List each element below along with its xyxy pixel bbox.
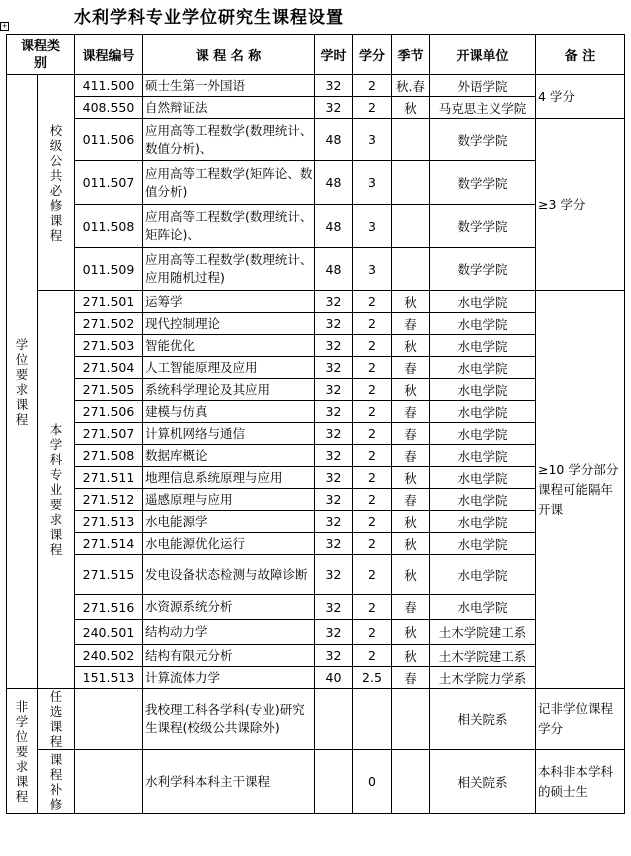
course-name: 数据库概论	[143, 445, 315, 467]
course-credits: 0	[353, 750, 392, 814]
table-row	[7, 750, 625, 814]
course-season: 秋	[392, 467, 430, 489]
table-row	[7, 423, 625, 445]
course-name: 发电设备状态检测与故障诊断	[143, 555, 315, 595]
course-code: 011.508	[75, 205, 143, 248]
course-hours: 32	[315, 489, 353, 511]
course-season	[392, 750, 430, 814]
table-row	[7, 689, 625, 750]
course-code: 271.506	[75, 401, 143, 423]
course-hours: 32	[315, 423, 353, 445]
course-table	[6, 34, 625, 814]
header-season: 季节	[392, 35, 430, 75]
course-code: 011.509	[75, 248, 143, 291]
course-unit: 数学学院	[430, 161, 536, 205]
group-non-degree: 非学位要求课程	[7, 689, 38, 814]
course-credits: 2	[353, 533, 392, 555]
course-unit: 水电学院	[430, 291, 536, 313]
course-name: 水电能源优化运行	[143, 533, 315, 555]
course-season: 秋	[392, 555, 430, 595]
course-code: 271.515	[75, 555, 143, 595]
course-unit: 土木学院建工系	[430, 645, 536, 667]
course-credits: 3	[353, 119, 392, 161]
course-unit: 水电学院	[430, 489, 536, 511]
course-hours: 48	[315, 248, 353, 291]
course-season	[392, 689, 430, 750]
header-code: 课程编号	[75, 35, 143, 75]
group-elective: 任选课程	[38, 689, 75, 750]
course-name: 结构动力学	[143, 620, 315, 645]
course-season: 秋	[392, 97, 430, 119]
course-credits: 2	[353, 645, 392, 667]
course-credits: 2	[353, 620, 392, 645]
table-row	[7, 335, 625, 357]
course-name: 计算机网络与通信	[143, 423, 315, 445]
course-season	[392, 248, 430, 291]
course-hours: 48	[315, 161, 353, 205]
table-row	[7, 445, 625, 467]
course-credits: 3	[353, 248, 392, 291]
course-unit: 水电学院	[430, 379, 536, 401]
course-credits: 2	[353, 467, 392, 489]
course-credits: 2	[353, 97, 392, 119]
table-row	[7, 620, 625, 645]
course-unit: 水电学院	[430, 595, 536, 620]
table-row	[7, 248, 625, 291]
course-season: 春	[392, 489, 430, 511]
course-season: 春	[392, 445, 430, 467]
course-credits: 2	[353, 313, 392, 335]
course-unit: 土木学院建工系	[430, 620, 536, 645]
course-credits: 2	[353, 445, 392, 467]
course-unit: 马克思主义学院	[430, 97, 536, 119]
table-row	[7, 75, 625, 97]
course-credits: 2.5	[353, 667, 392, 689]
course-credits: 2	[353, 555, 392, 595]
course-code: 240.501	[75, 620, 143, 645]
course-hours: 32	[315, 511, 353, 533]
course-credits: 3	[353, 205, 392, 248]
course-credits: 2	[353, 489, 392, 511]
course-hours: 32	[315, 313, 353, 335]
remark-major: ≥10 学分部分课程可能隔年开课	[536, 291, 625, 689]
course-season	[392, 161, 430, 205]
course-season	[392, 205, 430, 248]
course-code: 011.506	[75, 119, 143, 161]
course-code: 271.504	[75, 357, 143, 379]
course-unit: 水电学院	[430, 555, 536, 595]
course-unit: 水电学院	[430, 423, 536, 445]
course-name: 系统科学理论及其应用	[143, 379, 315, 401]
course-unit: 数学学院	[430, 205, 536, 248]
course-season: 春	[392, 667, 430, 689]
course-unit: 相关院系	[430, 750, 536, 814]
course-unit: 数学学院	[430, 119, 536, 161]
course-code: 408.550	[75, 97, 143, 119]
course-code: 271.516	[75, 595, 143, 620]
course-season: 春	[392, 313, 430, 335]
course-code: 271.508	[75, 445, 143, 467]
group-public: 校级公共必修课程	[38, 75, 75, 291]
course-hours: 32	[315, 595, 353, 620]
table-row	[7, 555, 625, 595]
course-code: 271.505	[75, 379, 143, 401]
course-unit: 水电学院	[430, 445, 536, 467]
course-hours: 32	[315, 357, 353, 379]
course-code: 011.507	[75, 161, 143, 205]
table-row	[7, 595, 625, 620]
course-credits: 2	[353, 423, 392, 445]
course-code: 151.513	[75, 667, 143, 689]
table-row	[7, 489, 625, 511]
course-code: 271.501	[75, 291, 143, 313]
course-season: 秋	[392, 533, 430, 555]
course-name: 水资源系统分析	[143, 595, 315, 620]
course-name: 运筹学	[143, 291, 315, 313]
header-row	[7, 35, 625, 75]
table-row	[7, 313, 625, 335]
remark-makeup: 本科非本学科的硕士生	[536, 750, 625, 814]
course-credits: 3	[353, 161, 392, 205]
course-hours: 48	[315, 119, 353, 161]
course-credits: 2	[353, 401, 392, 423]
course-code: 271.502	[75, 313, 143, 335]
course-name: 硕士生第一外国语	[143, 75, 315, 97]
course-unit: 数学学院	[430, 248, 536, 291]
course-credits: 2	[353, 595, 392, 620]
course-season	[392, 119, 430, 161]
course-name: 人工智能原理及应用	[143, 357, 315, 379]
course-name: 应用高等工程数学(数理统计、数值分析)、	[143, 119, 315, 161]
course-unit: 水电学院	[430, 313, 536, 335]
course-hours: 32	[315, 467, 353, 489]
course-code: 411.500	[75, 75, 143, 97]
remark-elective: 记非学位课程学分	[536, 689, 625, 750]
table-move-handle[interactable]: +	[1, 22, 8, 30]
header-unit: 开课单位	[430, 35, 536, 75]
table-row	[7, 119, 625, 161]
course-name: 水利学科本科主干课程	[143, 750, 315, 814]
header-remark: 备 注	[536, 35, 625, 75]
header-hours: 学时	[315, 35, 353, 75]
table-row	[7, 533, 625, 555]
table-row	[7, 205, 625, 248]
course-season: 秋	[392, 511, 430, 533]
course-code: 240.502	[75, 645, 143, 667]
course-code: 271.507	[75, 423, 143, 445]
course-credits: 2	[353, 291, 392, 313]
course-season: 春	[392, 357, 430, 379]
table-row	[7, 357, 625, 379]
table-row	[7, 291, 625, 313]
course-credits	[353, 689, 392, 750]
course-hours	[315, 750, 353, 814]
course-hours: 32	[315, 379, 353, 401]
course-name: 现代控制理论	[143, 313, 315, 335]
header-credits: 学分	[353, 35, 392, 75]
course-code: 271.513	[75, 511, 143, 533]
group-major: 本学科专业要求课程	[38, 291, 75, 689]
course-hours: 32	[315, 291, 353, 313]
course-hours: 40	[315, 667, 353, 689]
course-name: 计算流体力学	[143, 667, 315, 689]
course-season: 春	[392, 423, 430, 445]
course-code: 271.503	[75, 335, 143, 357]
table-row	[7, 161, 625, 205]
course-season: 秋	[392, 379, 430, 401]
remark-public-1: 4 学分	[536, 75, 625, 119]
header-name: 课 程 名 称	[143, 35, 315, 75]
course-credits: 2	[353, 357, 392, 379]
course-unit: 水电学院	[430, 335, 536, 357]
course-name: 自然辩证法	[143, 97, 315, 119]
table-row	[7, 97, 625, 119]
table-row	[7, 645, 625, 667]
group-degree: 学位要求课程	[7, 75, 38, 689]
course-season: 秋.春	[392, 75, 430, 97]
course-credits: 2	[353, 511, 392, 533]
course-unit: 水电学院	[430, 467, 536, 489]
course-name: 应用高等工程数学(数理统计、矩阵论)、	[143, 205, 315, 248]
table-row	[7, 401, 625, 423]
course-name: 遥感原理与应用	[143, 489, 315, 511]
table-row	[7, 667, 625, 689]
course-unit: 水电学院	[430, 533, 536, 555]
course-name: 地理信息系统原理与应用	[143, 467, 315, 489]
course-name: 应用高等工程数学(矩阵论、数值分析)	[143, 161, 315, 205]
course-credits: 2	[353, 75, 392, 97]
course-unit: 水电学院	[430, 401, 536, 423]
table-row	[7, 467, 625, 489]
course-name: 水电能源学	[143, 511, 315, 533]
course-season: 秋	[392, 620, 430, 645]
course-name: 智能优化	[143, 335, 315, 357]
course-hours: 32	[315, 445, 353, 467]
course-hours: 32	[315, 97, 353, 119]
course-unit: 相关院系	[430, 689, 536, 750]
course-name: 建模与仿真	[143, 401, 315, 423]
course-code	[75, 750, 143, 814]
course-unit: 外语学院	[430, 75, 536, 97]
course-code: 271.512	[75, 489, 143, 511]
course-unit: 水电学院	[430, 511, 536, 533]
remark-public-2: ≥3 学分	[536, 119, 625, 291]
course-unit: 水电学院	[430, 357, 536, 379]
course-code: 271.514	[75, 533, 143, 555]
course-hours	[315, 689, 353, 750]
course-hours: 32	[315, 401, 353, 423]
course-season: 秋	[392, 291, 430, 313]
course-season: 春	[392, 595, 430, 620]
course-hours: 32	[315, 555, 353, 595]
course-season: 秋	[392, 645, 430, 667]
course-hours: 32	[315, 645, 353, 667]
course-code: 271.511	[75, 467, 143, 489]
course-season: 秋	[392, 335, 430, 357]
course-name: 应用高等工程数学(数理统计、应用随机过程)	[143, 248, 315, 291]
table-row	[7, 511, 625, 533]
course-hours: 32	[315, 620, 353, 645]
course-season: 春	[392, 401, 430, 423]
course-hours: 48	[315, 205, 353, 248]
course-unit: 土木学院力学系	[430, 667, 536, 689]
page-title: 水利学科专业学位研究生课程设置	[74, 8, 344, 28]
group-makeup: 课程补修	[38, 750, 75, 814]
course-name: 我校理工科各学科(专业)研究生课程(校级公共课除外)	[143, 689, 315, 750]
course-credits: 2	[353, 379, 392, 401]
course-credits: 2	[353, 335, 392, 357]
table-row	[7, 379, 625, 401]
course-code	[75, 689, 143, 750]
course-hours: 32	[315, 335, 353, 357]
course-hours: 32	[315, 533, 353, 555]
course-hours: 32	[315, 75, 353, 97]
header-category: 课程类别	[7, 35, 75, 75]
course-name: 结构有限元分析	[143, 645, 315, 667]
